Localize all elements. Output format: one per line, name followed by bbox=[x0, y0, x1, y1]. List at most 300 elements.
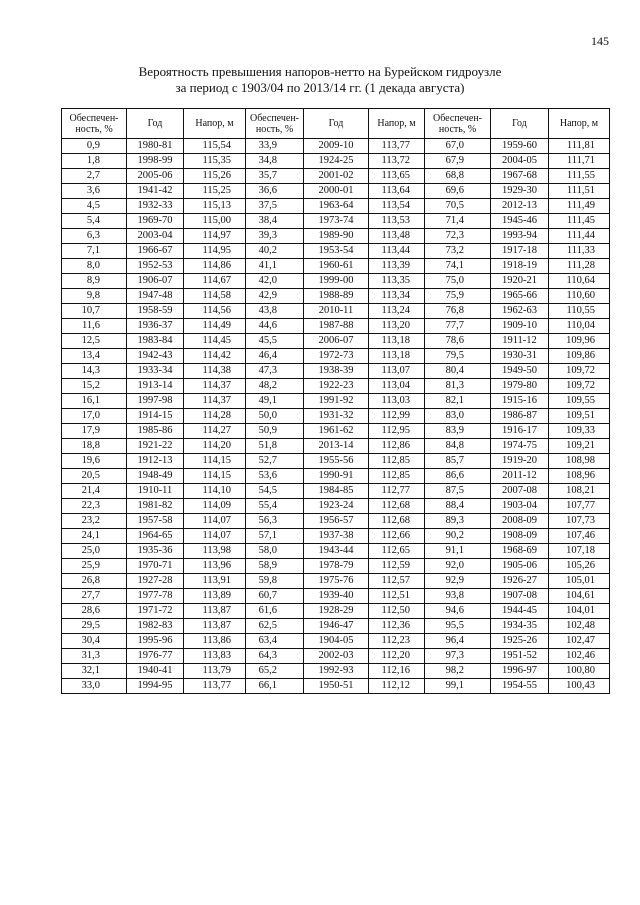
probability-cell: 84,8 bbox=[425, 439, 491, 454]
year-cell: 1920-21 bbox=[491, 274, 549, 289]
probability-cell: 77,7 bbox=[425, 319, 491, 334]
probability-cell: 50,9 bbox=[246, 424, 304, 439]
head-cell: 114,67 bbox=[184, 274, 246, 289]
probability-cell: 51,8 bbox=[246, 439, 304, 454]
probability-cell: 17,9 bbox=[62, 424, 127, 439]
head-cell: 112,20 bbox=[369, 649, 425, 664]
head-cell: 113,96 bbox=[184, 559, 246, 574]
year-cell: 1937-38 bbox=[304, 529, 369, 544]
probability-cell: 25,0 bbox=[62, 544, 127, 559]
head-cell: 115,25 bbox=[184, 184, 246, 199]
year-cell: 1941-42 bbox=[127, 184, 184, 199]
probability-cell: 20,5 bbox=[62, 469, 127, 484]
year-cell: 1958-59 bbox=[127, 304, 184, 319]
probability-cell: 67,9 bbox=[425, 154, 491, 169]
year-cell: 1917-18 bbox=[491, 244, 549, 259]
probability-cell: 26,8 bbox=[62, 574, 127, 589]
col-header-probability-1: Обеспечен-ность, % bbox=[62, 109, 127, 139]
year-cell: 1987-88 bbox=[304, 319, 369, 334]
head-cell: 113,91 bbox=[184, 574, 246, 589]
year-cell: 1942-43 bbox=[127, 349, 184, 364]
probability-cell: 69,6 bbox=[425, 184, 491, 199]
probability-cell: 85,7 bbox=[425, 454, 491, 469]
table-row bbox=[62, 619, 610, 634]
head-cell: 113,86 bbox=[184, 634, 246, 649]
title-line-2: за период с 1903/04 по 2013/14 гг. (1 декада августа) bbox=[175, 80, 465, 95]
table-row bbox=[62, 229, 610, 244]
probability-cell: 25,9 bbox=[62, 559, 127, 574]
table-row bbox=[62, 139, 610, 154]
head-cell: 112,85 bbox=[369, 469, 425, 484]
year-cell: 1906-07 bbox=[127, 274, 184, 289]
year-cell: 1922-23 bbox=[304, 379, 369, 394]
title-line-1: Вероятность превышения напоров-нетто на Бурейском гидроузле bbox=[138, 64, 502, 79]
year-cell: 1949-50 bbox=[491, 364, 549, 379]
head-cell: 115,26 bbox=[184, 169, 246, 184]
probability-cell: 60,7 bbox=[246, 589, 304, 604]
head-cell: 113,87 bbox=[184, 619, 246, 634]
head-cell: 113,87 bbox=[184, 604, 246, 619]
year-cell: 2007-08 bbox=[491, 484, 549, 499]
head-cell: 113,79 bbox=[184, 664, 246, 679]
head-cell: 113,89 bbox=[184, 589, 246, 604]
head-cell: 113,48 bbox=[369, 229, 425, 244]
year-cell: 2005-06 bbox=[127, 169, 184, 184]
head-cell: 108,98 bbox=[549, 454, 610, 469]
probability-cell: 83,9 bbox=[425, 424, 491, 439]
year-cell: 1989-90 bbox=[304, 229, 369, 244]
year-cell: 1964-65 bbox=[127, 529, 184, 544]
year-cell: 1921-22 bbox=[127, 439, 184, 454]
table-row bbox=[62, 304, 610, 319]
year-cell: 1918-19 bbox=[491, 259, 549, 274]
head-cell: 107,77 bbox=[549, 499, 610, 514]
probability-cell: 96,4 bbox=[425, 634, 491, 649]
year-cell: 1960-61 bbox=[304, 259, 369, 274]
head-cell: 114,38 bbox=[184, 364, 246, 379]
col-header-probability-2: Обеспечен-ность, % bbox=[246, 109, 304, 139]
head-cell: 111,49 bbox=[549, 199, 610, 214]
head-cell: 110,60 bbox=[549, 289, 610, 304]
probability-cell: 86,6 bbox=[425, 469, 491, 484]
head-cell: 113,07 bbox=[369, 364, 425, 379]
head-cell: 113,83 bbox=[184, 649, 246, 664]
probability-cell: 27,7 bbox=[62, 589, 127, 604]
probability-cell: 76,8 bbox=[425, 304, 491, 319]
head-cell: 114,49 bbox=[184, 319, 246, 334]
table-row bbox=[62, 319, 610, 334]
table-row bbox=[62, 604, 610, 619]
head-cell: 114,42 bbox=[184, 349, 246, 364]
year-cell: 2010-11 bbox=[304, 304, 369, 319]
year-cell: 1982-83 bbox=[127, 619, 184, 634]
head-cell: 115,54 bbox=[184, 139, 246, 154]
probability-cell: 0,9 bbox=[62, 139, 127, 154]
probability-cell: 21,4 bbox=[62, 484, 127, 499]
head-cell: 102,48 bbox=[549, 619, 610, 634]
table-row bbox=[62, 424, 610, 439]
head-cell: 100,43 bbox=[549, 679, 610, 694]
probability-cell: 35,7 bbox=[246, 169, 304, 184]
year-cell: 1929-30 bbox=[491, 184, 549, 199]
head-cell: 113,98 bbox=[184, 544, 246, 559]
table-row bbox=[62, 499, 610, 514]
head-cell: 113,54 bbox=[369, 199, 425, 214]
year-cell: 1954-55 bbox=[491, 679, 549, 694]
probability-cell: 83,0 bbox=[425, 409, 491, 424]
year-cell: 1943-44 bbox=[304, 544, 369, 559]
probability-cell: 75,9 bbox=[425, 289, 491, 304]
year-cell: 1930-31 bbox=[491, 349, 549, 364]
year-cell: 1965-66 bbox=[491, 289, 549, 304]
head-cell: 114,37 bbox=[184, 394, 246, 409]
page-number: 145 bbox=[591, 34, 609, 48]
probability-cell: 37,5 bbox=[246, 199, 304, 214]
head-cell: 114,37 bbox=[184, 379, 246, 394]
table-row bbox=[62, 244, 610, 259]
head-cell: 115,35 bbox=[184, 154, 246, 169]
year-cell: 2012-13 bbox=[491, 199, 549, 214]
probability-cell: 62,5 bbox=[246, 619, 304, 634]
year-cell: 1925-26 bbox=[491, 634, 549, 649]
table-row bbox=[62, 394, 610, 409]
year-cell: 1904-05 bbox=[304, 634, 369, 649]
table-header-row bbox=[62, 109, 610, 139]
probability-cell: 52,7 bbox=[246, 454, 304, 469]
head-cell: 111,44 bbox=[549, 229, 610, 244]
year-cell: 1966-67 bbox=[127, 244, 184, 259]
probability-cell: 12,5 bbox=[62, 334, 127, 349]
probability-cell: 8,0 bbox=[62, 259, 127, 274]
probability-cell: 2,7 bbox=[62, 169, 127, 184]
year-cell: 1950-51 bbox=[304, 679, 369, 694]
head-cell: 112,23 bbox=[369, 634, 425, 649]
probability-cell: 65,2 bbox=[246, 664, 304, 679]
table-row bbox=[62, 154, 610, 169]
year-cell: 1908-09 bbox=[491, 529, 549, 544]
probability-cell: 49,1 bbox=[246, 394, 304, 409]
probability-cell: 80,4 bbox=[425, 364, 491, 379]
year-cell: 1935-36 bbox=[127, 544, 184, 559]
probability-cell: 82,1 bbox=[425, 394, 491, 409]
year-cell: 1975-76 bbox=[304, 574, 369, 589]
table-row bbox=[62, 439, 610, 454]
head-cell: 114,95 bbox=[184, 244, 246, 259]
probability-cell: 10,7 bbox=[62, 304, 127, 319]
year-cell: 1963-64 bbox=[304, 199, 369, 214]
head-cell: 113,77 bbox=[369, 139, 425, 154]
probability-cell: 99,1 bbox=[425, 679, 491, 694]
year-cell: 2011-12 bbox=[491, 469, 549, 484]
head-cell: 114,27 bbox=[184, 424, 246, 439]
table-row bbox=[62, 199, 610, 214]
head-cell: 112,16 bbox=[369, 664, 425, 679]
probability-cell: 13,4 bbox=[62, 349, 127, 364]
table-row bbox=[62, 544, 610, 559]
head-cell: 113,77 bbox=[184, 679, 246, 694]
head-cell: 112,86 bbox=[369, 439, 425, 454]
head-cell: 114,28 bbox=[184, 409, 246, 424]
head-cell: 102,46 bbox=[549, 649, 610, 664]
year-cell: 1961-62 bbox=[304, 424, 369, 439]
probability-cell: 18,8 bbox=[62, 439, 127, 454]
table-row bbox=[62, 649, 610, 664]
year-cell: 2002-03 bbox=[304, 649, 369, 664]
head-cell: 107,18 bbox=[549, 544, 610, 559]
probability-cell: 31,3 bbox=[62, 649, 127, 664]
head-cell: 114,15 bbox=[184, 454, 246, 469]
head-cell: 113,72 bbox=[369, 154, 425, 169]
head-cell: 114,58 bbox=[184, 289, 246, 304]
head-cell: 111,45 bbox=[549, 214, 610, 229]
probability-cell: 36,6 bbox=[246, 184, 304, 199]
col-header-probability-3: Обеспечен-ность, % bbox=[425, 109, 491, 139]
probability-cell: 91,1 bbox=[425, 544, 491, 559]
head-cell: 113,39 bbox=[369, 259, 425, 274]
head-cell: 115,00 bbox=[184, 214, 246, 229]
head-cell: 109,72 bbox=[549, 379, 610, 394]
probability-cell: 58,0 bbox=[246, 544, 304, 559]
year-cell: 1936-37 bbox=[127, 319, 184, 334]
col-header-head-2: Напор, м bbox=[369, 109, 425, 139]
year-cell: 1914-15 bbox=[127, 409, 184, 424]
table-row bbox=[62, 289, 610, 304]
year-cell: 2000-01 bbox=[304, 184, 369, 199]
head-cell: 112,99 bbox=[369, 409, 425, 424]
probability-cell: 24,1 bbox=[62, 529, 127, 544]
year-cell: 1955-56 bbox=[304, 454, 369, 469]
year-cell: 1974-75 bbox=[491, 439, 549, 454]
probability-cell: 23,2 bbox=[62, 514, 127, 529]
probability-cell: 19,6 bbox=[62, 454, 127, 469]
probability-cell: 78,6 bbox=[425, 334, 491, 349]
probability-cell: 42,9 bbox=[246, 289, 304, 304]
year-cell: 1934-35 bbox=[491, 619, 549, 634]
year-cell: 2003-04 bbox=[127, 229, 184, 244]
probability-cell: 63,4 bbox=[246, 634, 304, 649]
head-cell: 113,20 bbox=[369, 319, 425, 334]
probability-cell: 61,6 bbox=[246, 604, 304, 619]
year-cell: 1991-92 bbox=[304, 394, 369, 409]
year-cell: 1939-40 bbox=[304, 589, 369, 604]
table-row bbox=[62, 559, 610, 574]
year-cell: 1993-94 bbox=[491, 229, 549, 244]
head-cell: 114,07 bbox=[184, 514, 246, 529]
head-cell: 114,45 bbox=[184, 334, 246, 349]
probability-cell: 8,9 bbox=[62, 274, 127, 289]
probability-cell: 72,3 bbox=[425, 229, 491, 244]
table-row bbox=[62, 349, 610, 364]
year-cell: 2001-02 bbox=[304, 169, 369, 184]
year-cell: 1992-93 bbox=[304, 664, 369, 679]
head-cell: 113,04 bbox=[369, 379, 425, 394]
probability-cell: 87,5 bbox=[425, 484, 491, 499]
probability-cell: 53,6 bbox=[246, 469, 304, 484]
head-cell: 108,96 bbox=[549, 469, 610, 484]
probability-cell: 4,5 bbox=[62, 199, 127, 214]
table-row bbox=[62, 364, 610, 379]
probability-cell: 50,0 bbox=[246, 409, 304, 424]
table-row bbox=[62, 259, 610, 274]
probability-cell: 81,3 bbox=[425, 379, 491, 394]
head-cell: 112,51 bbox=[369, 589, 425, 604]
year-cell: 1969-70 bbox=[127, 214, 184, 229]
head-cell: 113,34 bbox=[369, 289, 425, 304]
probability-cell: 44,6 bbox=[246, 319, 304, 334]
head-cell: 109,72 bbox=[549, 364, 610, 379]
head-cell: 113,64 bbox=[369, 184, 425, 199]
year-cell: 1990-91 bbox=[304, 469, 369, 484]
head-cell: 100,80 bbox=[549, 664, 610, 679]
probability-cell: 5,4 bbox=[62, 214, 127, 229]
probability-cell: 3,6 bbox=[62, 184, 127, 199]
probability-cell: 41,1 bbox=[246, 259, 304, 274]
head-cell: 112,68 bbox=[369, 514, 425, 529]
head-cell: 109,96 bbox=[549, 334, 610, 349]
table-row bbox=[62, 484, 610, 499]
head-cell: 109,86 bbox=[549, 349, 610, 364]
head-cell: 113,53 bbox=[369, 214, 425, 229]
probability-cell: 17,0 bbox=[62, 409, 127, 424]
table-row bbox=[62, 529, 610, 544]
head-cell: 111,81 bbox=[549, 139, 610, 154]
probability-cell: 79,5 bbox=[425, 349, 491, 364]
head-cell: 113,35 bbox=[369, 274, 425, 289]
probability-cell: 70,5 bbox=[425, 199, 491, 214]
year-cell: 1998-99 bbox=[127, 154, 184, 169]
year-cell: 1907-08 bbox=[491, 589, 549, 604]
year-cell: 1957-58 bbox=[127, 514, 184, 529]
probability-cell: 58,9 bbox=[246, 559, 304, 574]
table-row bbox=[62, 184, 610, 199]
year-cell: 1932-33 bbox=[127, 199, 184, 214]
year-cell: 1983-84 bbox=[127, 334, 184, 349]
head-cell: 112,65 bbox=[369, 544, 425, 559]
year-cell: 1909-10 bbox=[491, 319, 549, 334]
year-cell: 2008-09 bbox=[491, 514, 549, 529]
probability-cell: 95,5 bbox=[425, 619, 491, 634]
year-cell: 1980-81 bbox=[127, 139, 184, 154]
col-header-head-1: Напор, м bbox=[184, 109, 246, 139]
year-cell: 1916-17 bbox=[491, 424, 549, 439]
probability-cell: 90,2 bbox=[425, 529, 491, 544]
head-cell: 111,55 bbox=[549, 169, 610, 184]
probability-cell: 15,2 bbox=[62, 379, 127, 394]
probability-cell: 38,4 bbox=[246, 214, 304, 229]
head-cell: 114,07 bbox=[184, 529, 246, 544]
year-cell: 1927-28 bbox=[127, 574, 184, 589]
head-cell: 108,21 bbox=[549, 484, 610, 499]
head-cell: 112,77 bbox=[369, 484, 425, 499]
year-cell: 1944-45 bbox=[491, 604, 549, 619]
table-row bbox=[62, 514, 610, 529]
year-cell: 1988-89 bbox=[304, 289, 369, 304]
probability-cell: 22,3 bbox=[62, 499, 127, 514]
head-cell: 112,50 bbox=[369, 604, 425, 619]
col-header-head-3: Напор, м bbox=[549, 109, 610, 139]
head-cell: 109,55 bbox=[549, 394, 610, 409]
probability-cell: 57,1 bbox=[246, 529, 304, 544]
probability-cell: 92,0 bbox=[425, 559, 491, 574]
probability-cell: 71,4 bbox=[425, 214, 491, 229]
head-cell: 110,04 bbox=[549, 319, 610, 334]
year-cell: 1911-12 bbox=[491, 334, 549, 349]
head-cell: 113,18 bbox=[369, 349, 425, 364]
year-cell: 1968-69 bbox=[491, 544, 549, 559]
head-cell: 107,46 bbox=[549, 529, 610, 544]
year-cell: 1986-87 bbox=[491, 409, 549, 424]
head-cell: 114,56 bbox=[184, 304, 246, 319]
table-row bbox=[62, 634, 610, 649]
table-row bbox=[62, 574, 610, 589]
year-cell: 1978-79 bbox=[304, 559, 369, 574]
head-cell: 109,51 bbox=[549, 409, 610, 424]
probability-cell: 9,8 bbox=[62, 289, 127, 304]
head-cell: 113,24 bbox=[369, 304, 425, 319]
head-cell: 110,55 bbox=[549, 304, 610, 319]
probability-cell: 88,4 bbox=[425, 499, 491, 514]
year-cell: 1996-97 bbox=[491, 664, 549, 679]
year-cell: 1994-95 bbox=[127, 679, 184, 694]
year-cell: 1976-77 bbox=[127, 649, 184, 664]
head-cell: 114,10 bbox=[184, 484, 246, 499]
year-cell: 1977-78 bbox=[127, 589, 184, 604]
probability-cell: 98,2 bbox=[425, 664, 491, 679]
probability-cell: 32,1 bbox=[62, 664, 127, 679]
year-cell: 1923-24 bbox=[304, 499, 369, 514]
head-cell: 112,95 bbox=[369, 424, 425, 439]
probability-cell: 66,1 bbox=[246, 679, 304, 694]
table-row bbox=[62, 274, 610, 289]
year-cell: 2013-14 bbox=[304, 439, 369, 454]
head-cell: 112,36 bbox=[369, 619, 425, 634]
probability-cell: 74,1 bbox=[425, 259, 491, 274]
probability-cell: 68,8 bbox=[425, 169, 491, 184]
probability-cell: 93,8 bbox=[425, 589, 491, 604]
probability-cell: 75,0 bbox=[425, 274, 491, 289]
year-cell: 1995-96 bbox=[127, 634, 184, 649]
year-cell: 1951-52 bbox=[491, 649, 549, 664]
table-row bbox=[62, 454, 610, 469]
head-cell: 113,03 bbox=[369, 394, 425, 409]
probability-cell: 39,3 bbox=[246, 229, 304, 244]
table-row bbox=[62, 589, 610, 604]
head-cell: 114,97 bbox=[184, 229, 246, 244]
head-cell: 109,21 bbox=[549, 439, 610, 454]
table-row bbox=[62, 169, 610, 184]
probability-cell: 7,1 bbox=[62, 244, 127, 259]
year-cell: 1999-00 bbox=[304, 274, 369, 289]
probability-cell: 14,3 bbox=[62, 364, 127, 379]
probability-cell: 28,6 bbox=[62, 604, 127, 619]
probability-cell: 97,3 bbox=[425, 649, 491, 664]
table-row bbox=[62, 379, 610, 394]
probability-cell: 89,3 bbox=[425, 514, 491, 529]
year-cell: 1945-46 bbox=[491, 214, 549, 229]
year-cell: 1913-14 bbox=[127, 379, 184, 394]
probability-cell: 47,3 bbox=[246, 364, 304, 379]
year-cell: 1946-47 bbox=[304, 619, 369, 634]
probability-cell: 94,6 bbox=[425, 604, 491, 619]
year-cell: 1905-06 bbox=[491, 559, 549, 574]
head-cell: 114,20 bbox=[184, 439, 246, 454]
year-cell: 1903-04 bbox=[491, 499, 549, 514]
head-cell: 114,09 bbox=[184, 499, 246, 514]
probability-cell: 6,3 bbox=[62, 229, 127, 244]
col-header-year-1: Год bbox=[127, 109, 184, 139]
year-cell: 1952-53 bbox=[127, 259, 184, 274]
probability-cell: 29,5 bbox=[62, 619, 127, 634]
